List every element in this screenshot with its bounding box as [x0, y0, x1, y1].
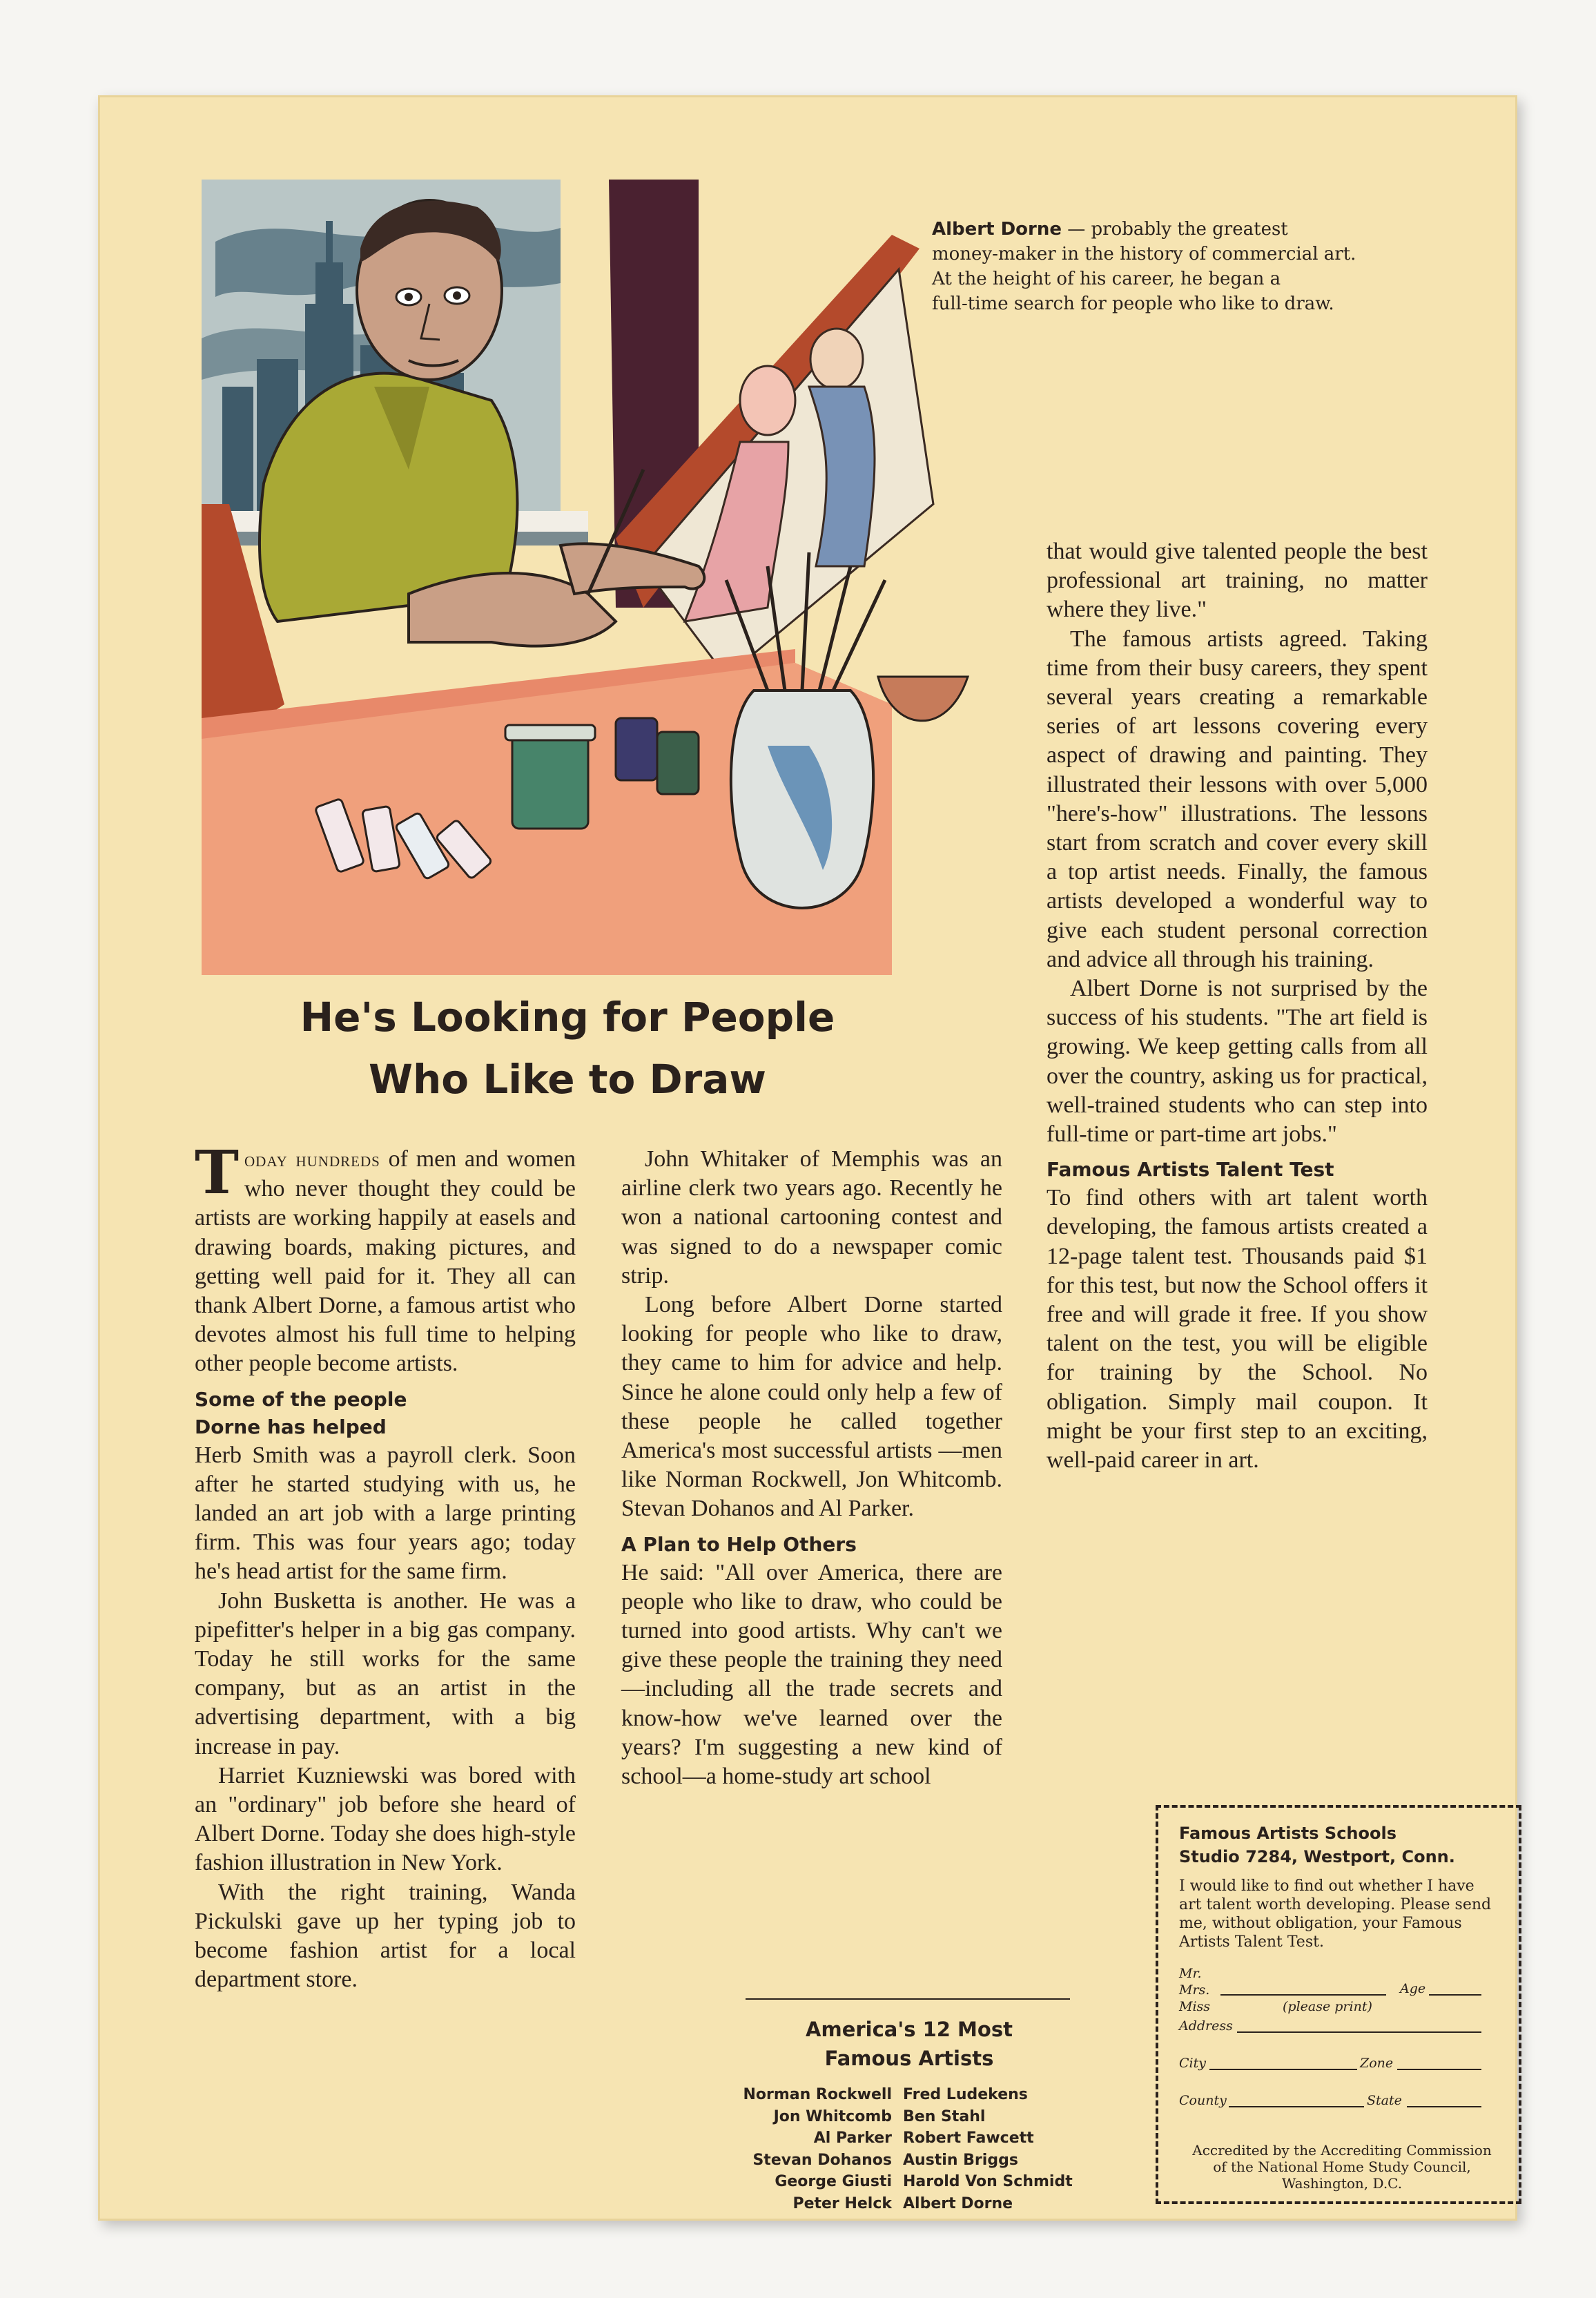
- address-field[interactable]: [1237, 2019, 1481, 2033]
- paragraph: Long before Albert Dorne started looking for people who like to draw, they came to him for advice and help. Since he alone could only help a few of these people he called together America's most successful artists —men like Norman Rockwell, Jon Whitcomb. Stevan Dohanos and Al Parker.: [621, 1292, 1002, 1522]
- list-item: Norman Rockwell Fred Ludekens: [743, 2086, 1028, 2103]
- address-label: Address: [1179, 2018, 1233, 2034]
- list-item: Peter Helck Albert Dorne: [792, 2194, 1013, 2212]
- city-label: City: [1179, 2056, 1206, 2071]
- state-field[interactable]: [1407, 2094, 1481, 2107]
- list-item: Al Parker Robert Fawcett: [813, 2130, 1034, 2147]
- subheading-people-helped: Some of the people Dorne has helped: [195, 1387, 407, 1438]
- list-item: Jon Whitcomb Ben Stahl: [773, 2107, 986, 2125]
- subheading-talent-test: Famous Artists Talent Test: [1047, 1158, 1334, 1181]
- county-field[interactable]: [1229, 2094, 1364, 2107]
- article-column-3: [1047, 537, 1428, 1475]
- artists-box-title: America's 12 Most Famous Artists: [806, 2018, 1013, 2070]
- zone-label: Zone: [1360, 2056, 1394, 2071]
- coupon-form: [1179, 1965, 1499, 2172]
- paragraph: Albert Dorne is not surprised by the success of his students. "The art field is growing. We keep getting calls from all over the country, asking us for practical, well-trained students who can step into full-time or part-time art jobs.": [1047, 976, 1428, 1148]
- paragraph: John Whitaker of Memphis was an airline clerk two years ago. Recently he won a national cartooning contest and was signed to do a newspaper comic strip.: [621, 1146, 1002, 1288]
- caption-line: At the height of his career, he began a: [932, 269, 1281, 289]
- caption-line: money-maker in the history of commercial art.: [932, 244, 1356, 264]
- accreditation-note: Accredited by the Accrediting Commission of the National Home Study Council, Washington, D.C.: [1192, 2142, 1492, 2192]
- coupon-studio-address: Studio 7284, Westport, Conn.: [1179, 1847, 1455, 1866]
- mail-coupon[interactable]: [1156, 1805, 1521, 2204]
- state-label: State: [1367, 2093, 1402, 2108]
- mrs-label: Mrs.: [1179, 1982, 1210, 1998]
- drop-cap: T: [195, 1138, 239, 1208]
- caption-line: full-time search for people who like to draw.: [932, 293, 1334, 314]
- name-field[interactable]: [1220, 1982, 1386, 1996]
- zone-field[interactable]: [1397, 2056, 1481, 2070]
- albert-dorne-illustration: [202, 180, 1058, 975]
- headline-line-1: He's Looking for People: [300, 994, 835, 1041]
- article-column-2: [621, 1145, 1002, 1791]
- paragraph: He said: "All over America, there are people who like to draw, who could be turned into good artists. Why can't we give these people the training they need—including all the trade secrets and know-how we've learned over the years? I'm suggesting a new kind of school—a home-study art school: [621, 1559, 1002, 1790]
- county-label: County: [1179, 2093, 1227, 2108]
- please-print-label: (please print): [1283, 1999, 1372, 2014]
- paragraph: John Busketta is another. He was a pipefitter's helper in a big gas company. Today he still works for the same company, but as an artist in the advertising department, with a big increase in pay.: [195, 1587, 576, 1759]
- headline-line-2: Who Like to Draw: [369, 1056, 766, 1103]
- miss-label: Miss: [1179, 1999, 1211, 2014]
- illustration-caption: [932, 217, 1415, 316]
- mr-label: Mr.: [1179, 1966, 1202, 1981]
- paragraph: that would give talented people the best professional art training, no matter where they live.": [1047, 539, 1428, 623]
- paragraph: Harriet Kuzniewski was bored with an "ordinary" job before she heard of Albert Dorne. Today she does high-style fashion illustration in New York.: [195, 1762, 576, 1876]
- lead-words: oday hundreds: [244, 1148, 380, 1171]
- age-field[interactable]: [1429, 1982, 1481, 1996]
- coupon-school-name: Famous Artists Schools: [1179, 1824, 1396, 1843]
- headline: [222, 986, 913, 1110]
- caption-name: Albert Dorne: [932, 219, 1062, 240]
- caption-line: — probably the greatest: [1062, 219, 1288, 240]
- paragraph: To find others with art talent worth developing, the famous artists created a 12-page talent test. Thousands paid $1 for this test, but now the School offers it free and will grade it free. If you show talent on the test, you will be eligible for training by the School. No obligation. Simply mail coupon. It might be your first step to an exciting, well-paid career in art.: [1047, 1185, 1428, 1474]
- paragraph: With the right training, Wanda Pickulski gave up her typing job to become fashion artist for a local department store.: [195, 1879, 576, 1993]
- paragraph: Herb Smith was a payroll clerk. Soon after he started studying with us, he landed an art job with a large printing firm. This was four years ago; today he's head artist for the same firm.: [195, 1442, 576, 1585]
- coupon-text: I would like to find out whether I have art talent worth developing. Please send me, without obligation, your Famous Artists Talent Test.: [1179, 1877, 1492, 1951]
- city-field[interactable]: [1209, 2056, 1357, 2070]
- artists-list: [705, 2084, 1113, 2214]
- intro-text: of men and women who never thought they could be artists are working happily at easels and drawing boards, making pictures, and getting well paid for it. They all can thank Albert Dorne, a famous artist who devotes almost his full time to helping other people become artists.: [195, 1146, 576, 1377]
- article-column-1: [195, 1138, 576, 1994]
- intro-paragraph: [195, 1138, 576, 1379]
- list-item: Stevan Dohanos Austin Briggs: [752, 2151, 1018, 2169]
- age-label: Age: [1400, 1981, 1426, 1996]
- subheading-plan: A Plan to Help Others: [621, 1532, 857, 1556]
- divider: [746, 1998, 1070, 2000]
- comic-back-cover: [98, 95, 1517, 2221]
- paragraph: The famous artists agreed. Taking time from their busy careers, they spent several years creating a remarkable series of art lessons covering every aspect of drawing and painting. They illustrated their lessons with over 5,000 "here's-how" illustrations. The lessons start from scratch and cover every skill a top artist needs. Finally, the famous artists developed a wonderful way to give each student personal correction and advice all through his training.: [1047, 626, 1428, 972]
- list-item: George Giusti Harold Von Schmidt: [775, 2173, 1073, 2190]
